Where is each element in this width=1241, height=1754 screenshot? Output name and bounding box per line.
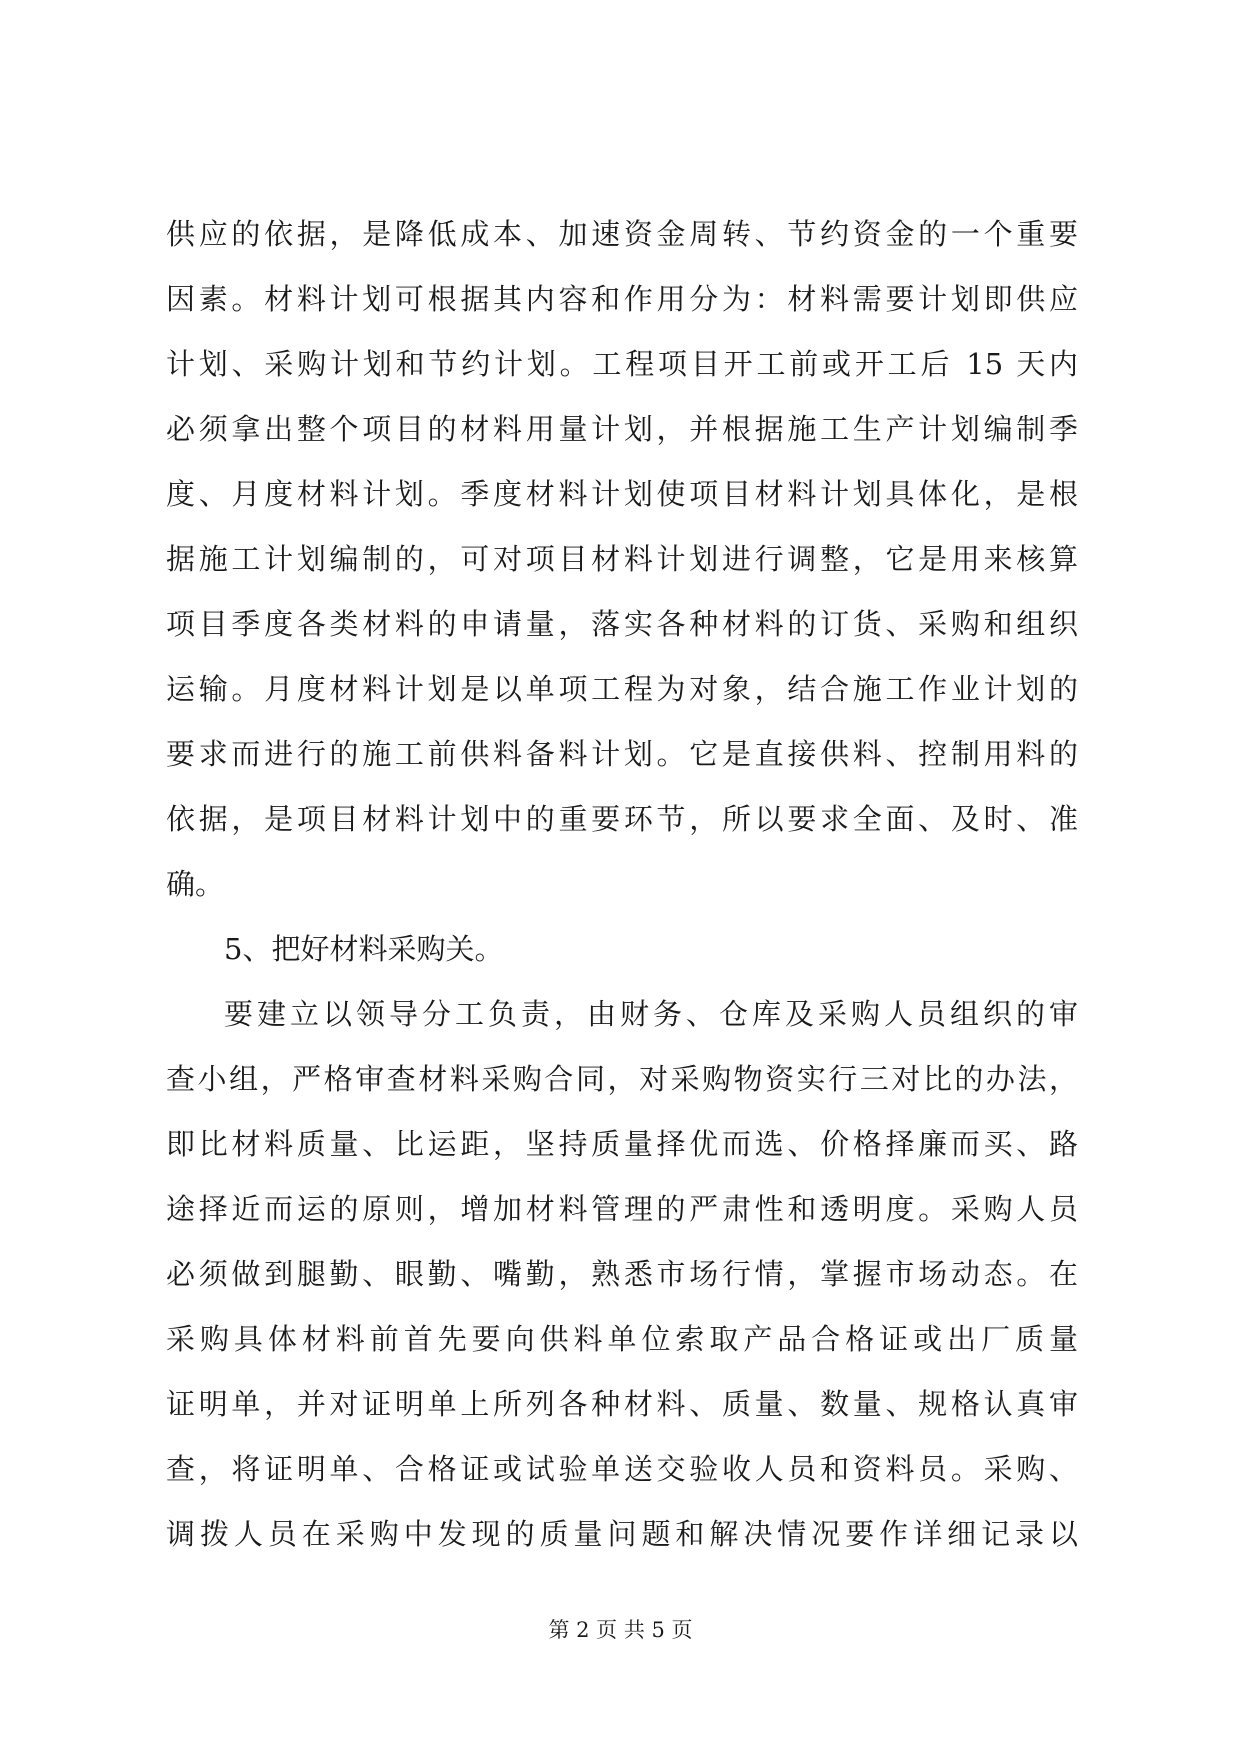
text-line: 采购具体材料前首先要向供料单位索取产品合格证或出厂质量 xyxy=(166,1322,1078,1356)
text-line: 要求而进行的施工前供料备料计划。它是直接供料、控制用料的 xyxy=(166,737,1078,771)
paragraph xyxy=(166,202,1078,917)
text-line: 运输。月度材料计划是以单项工程为对象，结合施工作业计划的 xyxy=(166,672,1078,706)
paragraph xyxy=(166,982,1078,1567)
text-line: 因素。材料计划可根据其内容和作用分为：材料需要计划即供应 xyxy=(166,282,1078,316)
text-line: 计划、采购计划和节约计划。工程项目开工前或开工后 15 天内 xyxy=(166,347,1078,381)
text-line: 必须做到腿勤、眼勤、嘴勤，熟悉市场行情，掌握市场动态。在 xyxy=(166,1257,1078,1291)
text-line: 要建立以领导分工负责，由财务、仓库及采购人员组织的审 xyxy=(224,997,1078,1031)
text-line: 即比材料质量、比运距，坚持质量择优而选、价格择廉而买、路 xyxy=(166,1127,1078,1161)
text-line: 查小组，严格审查材料采购合同，对采购物资实行三对比的办法， xyxy=(166,1062,1078,1096)
text-line: 度、月度材料计划。季度材料计划使项目材料计划具体化，是根 xyxy=(166,477,1078,511)
text-line: 调拨人员在采购中发现的质量问题和解决情况要作详细记录以 xyxy=(166,1517,1078,1551)
text-line: 依据，是项目材料计划中的重要环节，所以要求全面、及时、准 xyxy=(166,802,1078,836)
document-body xyxy=(166,202,1078,1567)
page-number-footer: 第 2 页 共 5 页 xyxy=(548,1618,693,1642)
text-line: 项目季度各类材料的申请量，落实各种材料的订货、采购和组织 xyxy=(166,607,1078,641)
section-heading xyxy=(166,917,1078,982)
text-line: 供应的依据，是降低成本、加速资金周转、节约资金的一个重要 xyxy=(166,217,1078,251)
text-line: 查，将证明单、合格证或试验单送交验收人员和资料员。采购、 xyxy=(166,1452,1078,1486)
text-line: 途择近而运的原则，增加材料管理的严肃性和透明度。采购人员 xyxy=(166,1192,1078,1226)
text-line: 5、把好材料采购关。 xyxy=(224,932,504,966)
text-line: 据施工计划编制的，可对项目材料计划进行调整，它是用来核算 xyxy=(166,542,1078,576)
text-line: 确。 xyxy=(166,867,225,901)
text-line: 证明单，并对证明单上所列各种材料、质量、数量、规格认真审 xyxy=(166,1387,1078,1421)
text-line: 必须拿出整个项目的材料用量计划，并根据施工生产计划编制季 xyxy=(166,412,1078,446)
